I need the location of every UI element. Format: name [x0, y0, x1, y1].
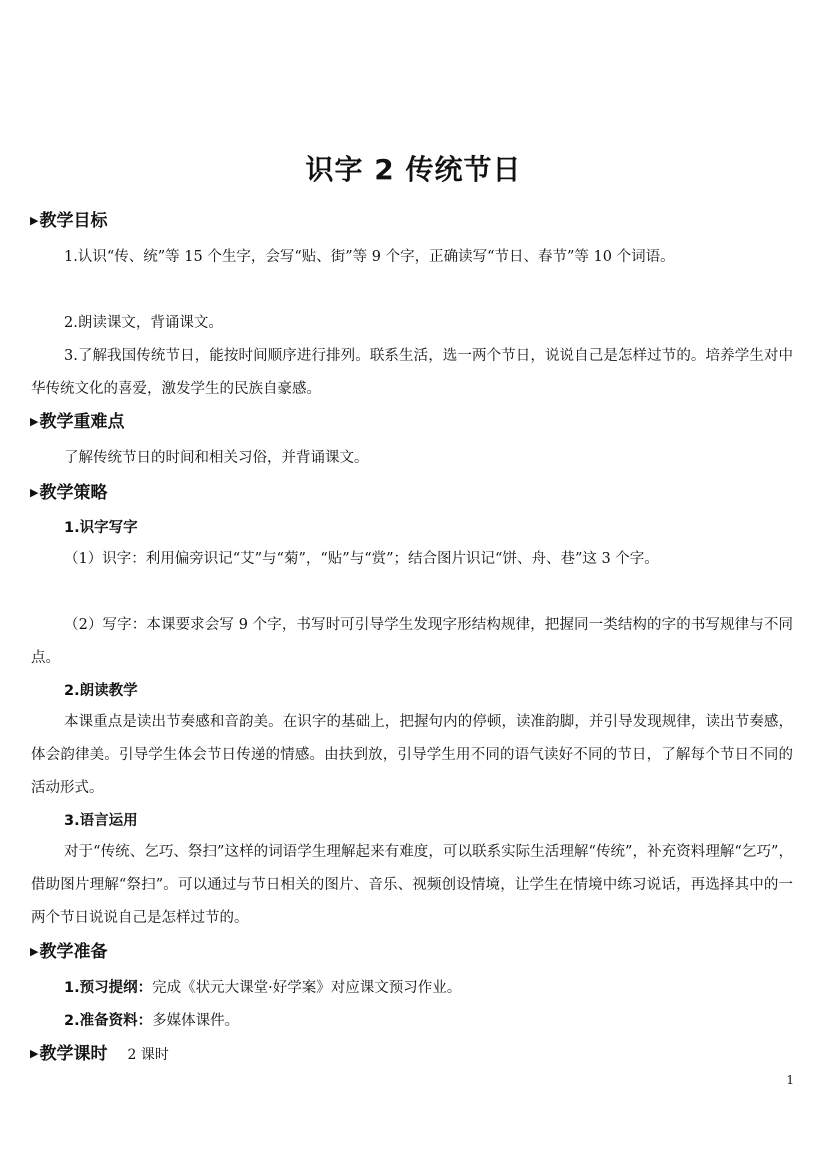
section-heading-strategy — [30, 481, 107, 505]
sub-heading-language-use: 3.语言运用 — [64, 813, 138, 829]
triangle-bullet-icon: ▶ — [30, 415, 39, 428]
goal-item-1: 1.认识“传、统”等 15 个生字，会写“贴、街”等 9 个字，正确读写“节日、春节”等 10 个词语。 — [64, 249, 675, 265]
section-heading-preparation — [30, 940, 107, 964]
triangle-bullet-icon: ▶ — [30, 486, 39, 499]
sub-heading-literacy: 1.识字写字 — [64, 520, 138, 536]
sub-heading-reading: 2.朗读教学 — [64, 683, 138, 699]
preparation-item-materials — [64, 1010, 239, 1032]
triangle-bullet-icon: ▶ — [30, 945, 39, 958]
section-heading-label: 教学课时 — [39, 1044, 108, 1064]
section-heading-goals — [30, 209, 107, 233]
literacy-recognition-text: （1）识字：利用偏旁识记“艾”与“菊”，“贴”与“赏”；结合图片识记“饼、舟、巷”这 3 个字。 — [64, 551, 659, 567]
language-use-text: 对于“传统、乞巧、祭扫”这样的词语学生理解起来有难度，可以联系实际生活理解“传统”，补充资料理解“乞巧”，借助图片理解“祭扫”。可以通过与节日相关的图片、音乐、视频创设情境，让学生在情境中练习说话，再选择其中的一两个节日说说自己是怎样过节的。 — [31, 844, 793, 926]
preparation-item-preview — [64, 977, 461, 999]
preparation-item-text: 完成《状元大课堂·好学案》对应课文预习作业。 — [152, 980, 462, 996]
reading-teaching-text: 本课重点是读出节奏感和音韵美。在识字的基础上，把握句内的停顿，读准韵脚，并引导发现规律，读出节奏感，体会韵律美。引导学生体会节日传递的情感。由扶到放，引导学生用不同的语气读好不同的节日，了解每个节日不同的活动形式。 — [31, 714, 793, 796]
goal-item-3: 3.了解我国传统节日，能按时间顺序进行排列。联系生活，选一两个节日，说说自己是怎样过节的。培养学生对中华传统文化的喜爱，激发学生的民族自豪感。 — [31, 348, 793, 397]
section-heading-class-hours — [30, 1042, 169, 1067]
class-hours-value: 2 课时 — [127, 1047, 169, 1063]
page-number: 1 — [786, 1073, 794, 1087]
preparation-item-text: 多媒体课件。 — [152, 1013, 240, 1029]
literacy-writing-text: （2）写字：本课要求会写 9 个字，书写时可引导学生发现字形结构规律，把握同一类结构的字的书写规律与不同点。 — [31, 617, 793, 666]
section-heading-key-points — [30, 410, 124, 434]
key-points-text: 了解传统节日的时间和相关习俗，并背诵课文。 — [64, 450, 369, 466]
section-heading-label: 教学策略 — [39, 483, 108, 503]
section-heading-label: 教学重难点 — [39, 412, 125, 432]
preparation-item-lead: 2.准备资料： — [64, 1013, 153, 1029]
section-heading-label: 教学准备 — [39, 942, 108, 962]
page-title: 识字 2 传统节日 — [305, 153, 522, 186]
triangle-bullet-icon: ▶ — [30, 1047, 39, 1060]
section-heading-label: 教学目标 — [39, 211, 108, 231]
triangle-bullet-icon: ▶ — [30, 214, 39, 227]
preparation-item-lead: 1.预习提纲： — [64, 980, 153, 996]
goal-item-2: 2.朗读课文，背诵课文。 — [64, 315, 223, 331]
